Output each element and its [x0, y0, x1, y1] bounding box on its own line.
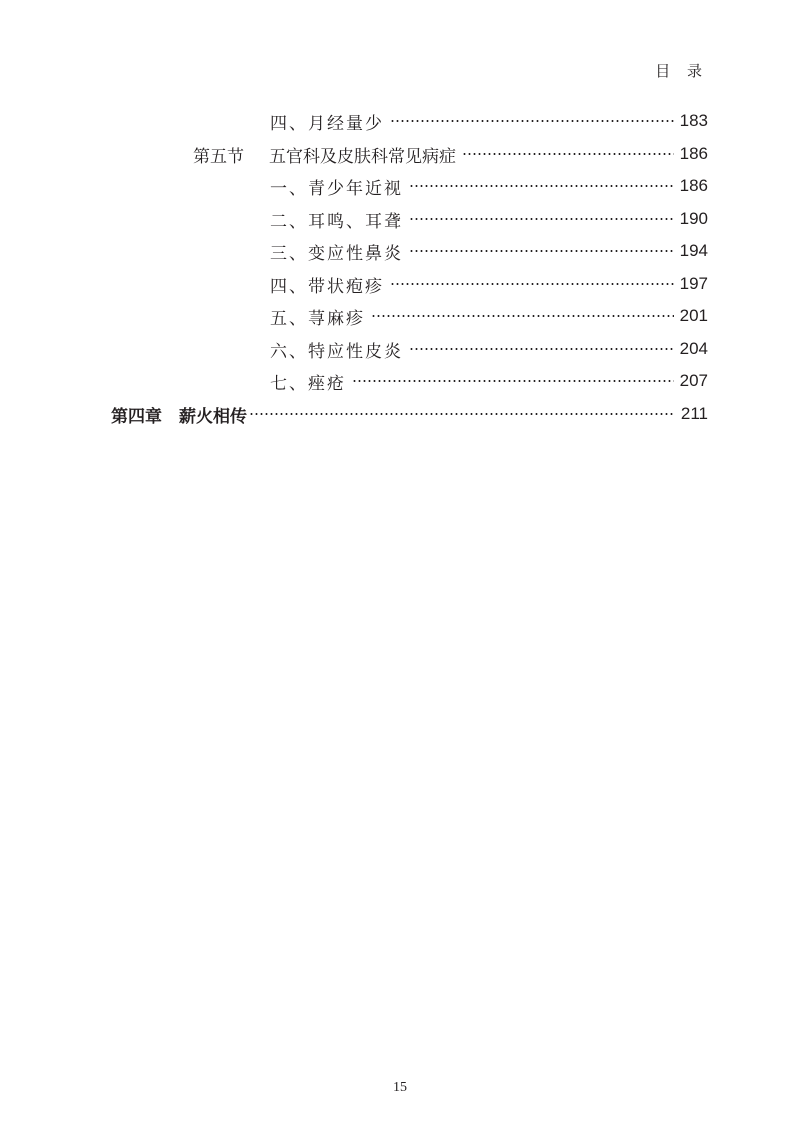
dot-leader [249, 413, 675, 415]
toc-chapter-title: 第四章 薪火相传 [111, 406, 247, 427]
toc-entry-page: 186 [679, 176, 708, 195]
dot-leader [409, 250, 674, 252]
toc-entry[interactable] [270, 305, 708, 327]
toc-entry[interactable] [270, 370, 708, 392]
dot-leader [409, 218, 674, 220]
running-header: 目 录 [655, 62, 708, 80]
toc-entry-page: 183 [679, 111, 708, 130]
toc-entry-title: 五官科及皮肤科常见病症 [269, 146, 456, 167]
toc-entry[interactable] [270, 175, 708, 197]
toc-entry-title: 五、荨麻疹 [270, 308, 365, 329]
toc-entry-page: 207 [679, 371, 708, 390]
toc-entry-title: 四、带状疱疹 [270, 276, 384, 297]
dot-leader [352, 380, 674, 382]
toc-chapter-entry[interactable] [111, 403, 708, 425]
toc-entry[interactable] [270, 240, 708, 262]
toc-entry-page: 204 [679, 339, 708, 358]
toc-entry-title: 四、月经量少 [270, 113, 384, 134]
toc-entry-title: 七、痤疮 [270, 373, 346, 394]
dot-leader [390, 120, 674, 122]
page-number: 15 [393, 1080, 407, 1095]
toc-entry-page: 186 [679, 144, 708, 163]
toc-section-entry[interactable] [193, 143, 708, 165]
toc-entry-page: 211 [680, 404, 708, 423]
toc-entry[interactable] [270, 273, 708, 295]
dot-leader [409, 185, 674, 187]
toc-entry-page: 190 [679, 209, 708, 228]
toc-entry[interactable] [270, 110, 708, 132]
toc-entry[interactable] [270, 338, 708, 360]
dot-leader [371, 315, 674, 317]
toc-entry-page: 197 [679, 274, 708, 293]
toc-section-label: 第五节 [193, 146, 244, 167]
toc-entry[interactable] [270, 208, 708, 230]
toc-entry-title: 六、特应性皮炎 [270, 341, 403, 362]
toc-entry-page: 201 [679, 306, 708, 325]
dot-leader [390, 283, 674, 285]
toc-entry-title: 一、青少年近视 [270, 178, 403, 199]
toc-entry-page: 194 [679, 241, 708, 260]
dot-leader [462, 153, 674, 155]
dot-leader [409, 348, 674, 350]
toc-entry-title: 三、变应性鼻炎 [270, 243, 403, 264]
toc-entry-title: 二、耳鸣、耳聋 [270, 211, 403, 232]
